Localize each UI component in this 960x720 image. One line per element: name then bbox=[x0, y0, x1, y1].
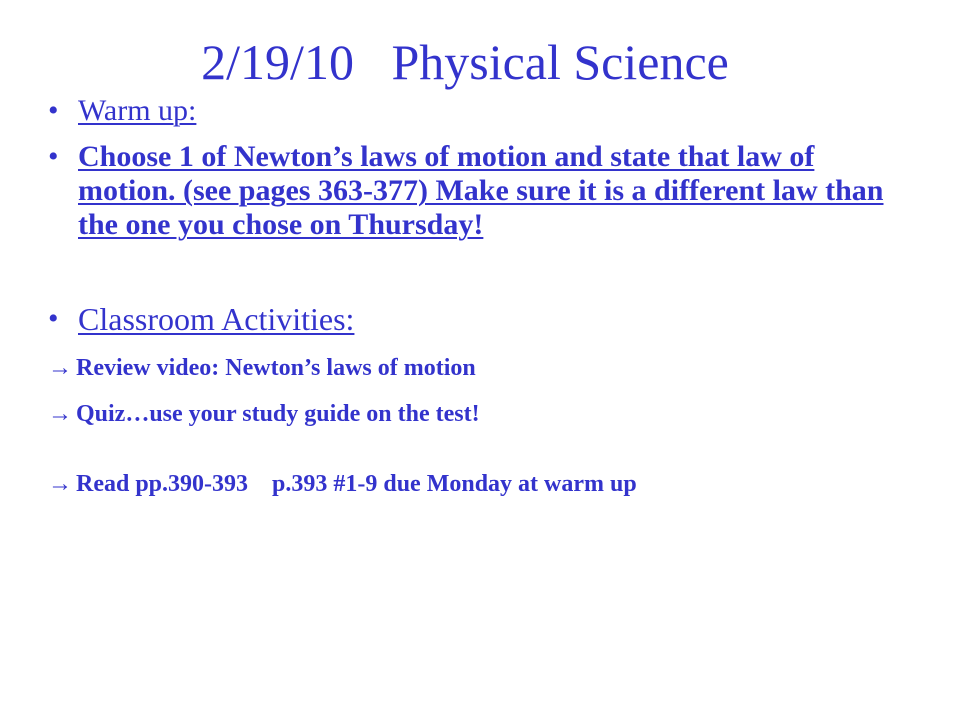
warm-up-heading: Warm up: bbox=[78, 94, 197, 127]
arrow-right-icon: → bbox=[48, 355, 72, 381]
activity-text: Review video: Newton’s laws of motion bbox=[76, 355, 476, 381]
arrow-right-icon: → bbox=[48, 401, 72, 427]
bullet-list bbox=[48, 94, 918, 498]
bullet-dot: • bbox=[48, 94, 59, 127]
warm-up-task-bullet bbox=[48, 140, 918, 242]
arrow-right-icon: → bbox=[48, 471, 72, 497]
slide-title: 2/19/10 Physical Science bbox=[201, 34, 729, 90]
activity-item-reading bbox=[48, 470, 918, 498]
bullet-dot: • bbox=[48, 140, 59, 173]
bullet-dot: • bbox=[48, 302, 59, 335]
activities-heading: Classroom Activities: bbox=[78, 301, 355, 337]
activity-item-quiz bbox=[48, 400, 918, 428]
warm-up-bullet bbox=[48, 94, 918, 128]
activities-bullet bbox=[48, 302, 918, 338]
activity-text: Quiz…use your study guide on the test! bbox=[76, 401, 480, 427]
warm-up-task: Choose 1 of Newton’s laws of motion and state that law of motion. (see pages 363-377) Make sure it is a different law than the one you chose on Thursday! bbox=[78, 140, 884, 241]
activity-item-review bbox=[48, 354, 918, 382]
activity-text: Read pp.390-393 p.393 #1-9 due Monday at warm up bbox=[76, 471, 637, 497]
